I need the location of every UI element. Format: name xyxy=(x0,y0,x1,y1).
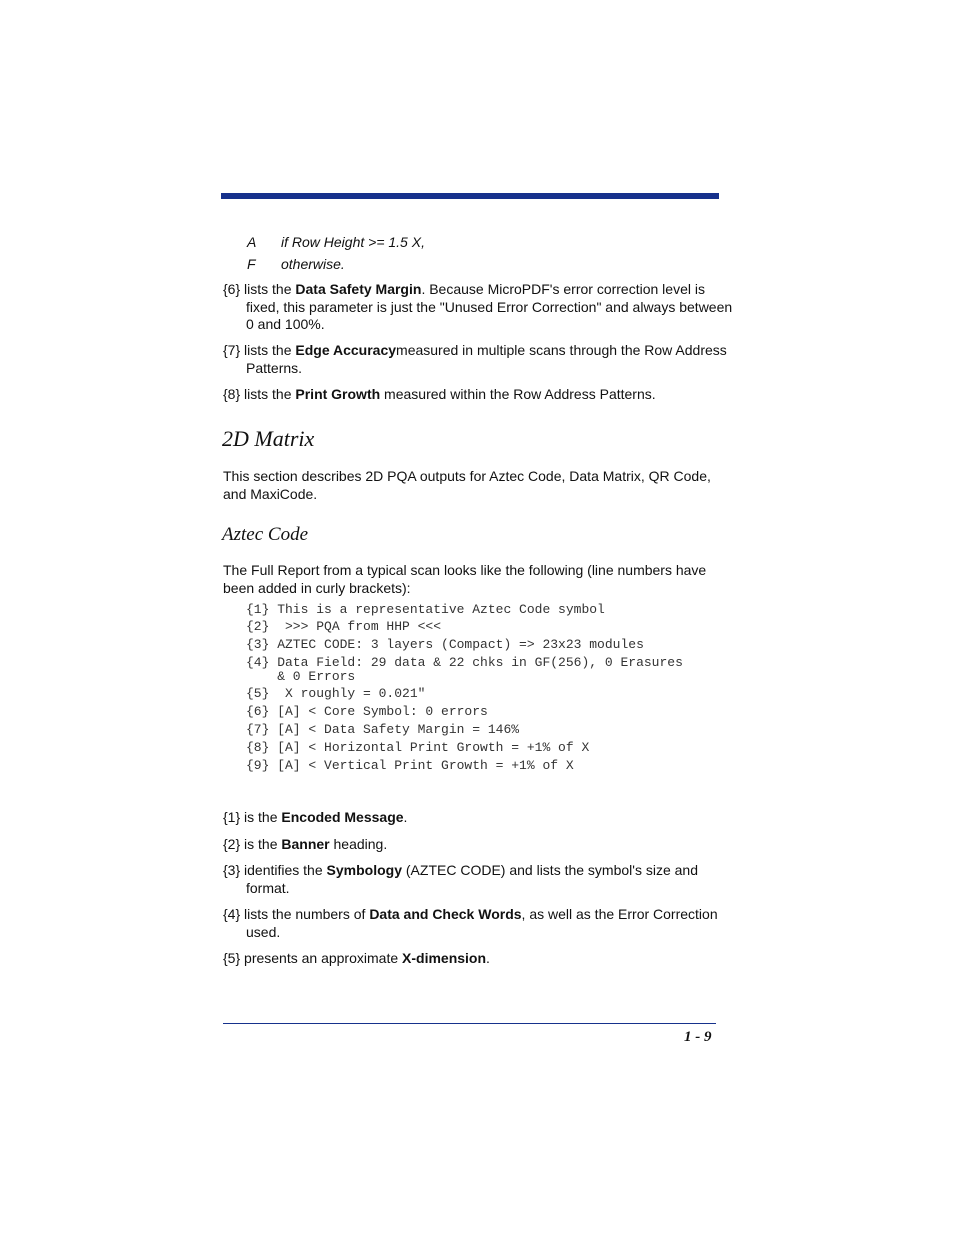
item-3: {3} identifies the Symbology (AZTEC CODE) and lists the symbol's size and format. xyxy=(223,862,698,896)
row-text-a: if Row Height >= 1.5 X, xyxy=(281,234,425,250)
subsection-title: Aztec Code xyxy=(222,524,309,545)
code-line-4: {4} Data Field: 29 data & 22 chks in GF(256), 0 Erasures & 0 Errors xyxy=(246,655,683,684)
row-code-a: A xyxy=(247,234,257,250)
section-title: 2D Matrix xyxy=(222,426,315,451)
subsection-intro: The Full Report from a typical scan looks like the following (line numbers have been added in curly brackets): xyxy=(223,562,707,596)
page-number: 1 - 9 xyxy=(684,1029,712,1045)
code-line-1: {1} This is a representative Aztec Code symbol xyxy=(246,602,605,617)
footer-rule xyxy=(223,1023,716,1024)
item-5: {5} presents an approximate X-dimension. xyxy=(223,950,490,966)
header-rule xyxy=(221,193,719,199)
section-intro: This section describes 2D PQA outputs for Aztec Code, Data Matrix, QR Code, and MaxiCode. xyxy=(223,468,711,502)
row-code-f: F xyxy=(247,256,256,272)
code-line-3: {3} AZTEC CODE: 3 layers (Compact) => 23x23 modules xyxy=(246,637,644,652)
code-line-6: {6} [A] < Core Symbol: 0 errors xyxy=(246,704,488,719)
code-line-5: {5} X roughly = 0.021" xyxy=(246,686,426,701)
code-line-9: {9} [A] < Vertical Print Growth = +1% of X xyxy=(246,758,574,773)
code-line-7: {7} [A] < Data Safety Margin = 146% xyxy=(246,722,520,737)
paragraph-7: {7} lists the Edge Accuracymeasured in multiple scans through the Row Address Patterns. xyxy=(223,342,727,376)
code-line-2: {2} >>> PQA from HHP <<< xyxy=(246,619,442,634)
code-line-8: {8} [A] < Horizontal Print Growth = +1% of X xyxy=(246,740,590,755)
item-2: {2} is the Banner heading. xyxy=(223,836,388,852)
paragraph-6: {6} lists the Data Safety Margin. Because MicroPDF's error correction level is fixed, this parameter is just the "Unused Error Correction" and always between 0 and 100%. xyxy=(223,281,733,332)
paragraph-8: {8} lists the Print Growth measured within the Row Address Patterns. xyxy=(223,386,656,402)
row-text-f: otherwise. xyxy=(281,256,345,272)
item-1: {1} is the Encoded Message. xyxy=(223,809,408,825)
item-4: {4} lists the numbers of Data and Check Words, as well as the Error Correction used. xyxy=(223,906,718,940)
